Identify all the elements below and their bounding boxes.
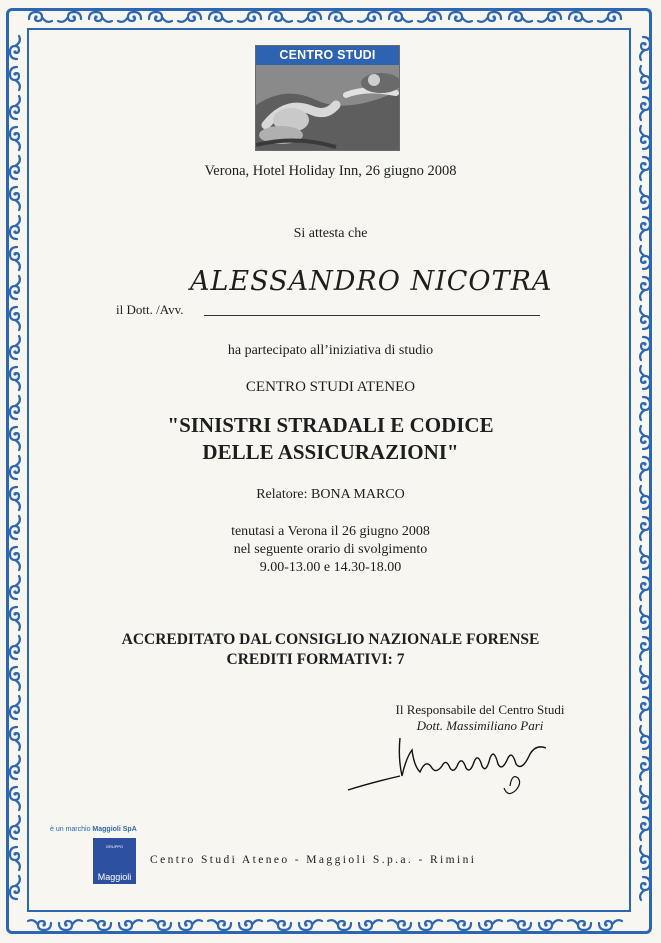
border-scroll-ornament: [508, 920, 531, 930]
border-scroll-ornament: [29, 12, 52, 22]
border-scroll-ornament: [89, 12, 112, 22]
border-scroll-ornament: [449, 12, 472, 22]
border-scroll-ornament: [10, 36, 20, 59]
border-scroll-ornament: [640, 726, 650, 749]
border-scroll-ornament: [640, 786, 650, 809]
course-title-line-1: "SINISTRI STRADALI E CODICE: [167, 413, 494, 437]
border-scroll-ornament: [389, 12, 412, 22]
logo-banner: CENTRO STUDI: [256, 46, 399, 65]
border-scroll-ornament: [388, 920, 411, 930]
border-scroll-ornament: [28, 920, 51, 930]
brand-notice: [50, 826, 137, 833]
handwritten-signature: [340, 728, 570, 798]
name-underline: [204, 315, 540, 316]
border-scroll-ornament: [640, 666, 650, 689]
brand-notice-name: Maggioli SpA: [92, 826, 137, 833]
border-scroll-ornament: [10, 127, 20, 150]
border-scroll-ornament: [179, 920, 202, 930]
border-scroll-ornament: [640, 757, 650, 780]
course-title-line-2: DELLE ASSICURAZIONI": [202, 440, 459, 464]
border-scroll-ornament: [178, 12, 201, 22]
border-scroll-ornament: [58, 12, 81, 22]
organizer-name: CENTRO STUDI ATENEO: [245, 379, 416, 395]
border-scroll-ornament: [328, 920, 351, 930]
border-scroll-ornament: [299, 920, 322, 930]
border-scroll-ornament: [10, 607, 20, 630]
border-scroll-ornament: [539, 920, 562, 930]
attesta-text: Si attesta che: [293, 226, 368, 241]
border-scroll-ornament: [10, 756, 20, 779]
border-scroll-ornament: [208, 920, 231, 930]
signatory-role: Il Responsabile del Centro Studi: [395, 702, 565, 717]
border-scroll-ornament: [448, 920, 471, 930]
border-scroll-ornament: [640, 846, 650, 869]
border-scroll-ornament: [238, 12, 261, 22]
signatory-name: Dott. Massimiliano Pari: [416, 718, 544, 733]
border-scroll-ornament: [640, 577, 650, 600]
border-scroll-ornament: [148, 920, 171, 930]
border-scroll-ornament: [10, 67, 20, 90]
border-scroll-ornament: [10, 187, 20, 210]
place-date: Verona, Hotel Holiday Inn, 26 giugno 2008: [204, 163, 457, 179]
participation-text: ha partecipato all’iniziativa di studio: [227, 343, 434, 358]
border-scroll-ornament: [10, 96, 20, 119]
event-date: tenutasi a Verona il 26 giugno 2008: [231, 524, 430, 539]
border-scroll-ornament: [10, 696, 20, 719]
border-scroll-ornament: [479, 920, 502, 930]
border-scroll-ornament: [478, 12, 501, 22]
border-scroll-ornament: [10, 276, 20, 299]
border-scroll-ornament: [118, 12, 141, 22]
border-scroll-ornament: [419, 920, 442, 930]
footer-text: Centro Studi Ateneo - Maggioli S.p.a. - Rimini: [150, 854, 477, 866]
border-scroll-ornament: [10, 847, 20, 870]
border-scroll-ornament: [640, 186, 650, 209]
border-scroll-ornament: [640, 817, 650, 840]
centro-studi-ateneo-logo: [255, 45, 400, 151]
schedule-hours: 9.00-13.00 e 14.30-18.00: [259, 560, 402, 575]
brand-notice-prefix: è un marchio: [50, 826, 91, 833]
border-scroll-ornament: [59, 920, 82, 930]
border-scroll-ornament: [640, 246, 650, 269]
maggioli-logo-name: Maggioli: [97, 872, 132, 882]
border-scroll-ornament: [640, 306, 650, 329]
schedule-label: nel seguente orario di svolgimento: [233, 542, 428, 557]
border-scroll-ornament: [88, 920, 111, 930]
maggioli-logo-group: GRUPPO: [105, 844, 124, 849]
border-scroll-ornament: [239, 920, 262, 930]
training-credits: CREDITI FORMATIVI: 7: [226, 651, 405, 668]
border-scroll-ornament: [640, 37, 650, 60]
border-scroll-ornament: [10, 307, 20, 330]
border-scroll-ornament: [119, 920, 142, 930]
border-scroll-ornament: [538, 12, 561, 22]
border-scroll-ornament: [10, 787, 20, 810]
creation-of-adam-image: [256, 65, 400, 151]
border-scroll-ornament: [640, 877, 650, 900]
border-scroll-ornament: [598, 12, 621, 22]
border-scroll-ornament: [359, 920, 382, 930]
border-scroll-ornament: [640, 606, 650, 629]
border-scroll-ornament: [268, 920, 291, 930]
border-scroll-ornament: [640, 697, 650, 720]
border-scroll-ornament: [358, 12, 381, 22]
border-scroll-ornament: [10, 667, 20, 690]
border-scroll-ornament: [509, 12, 532, 22]
border-scroll-ornament: [10, 876, 20, 899]
border-scroll-ornament: [10, 727, 20, 750]
border-scroll-ornament: [298, 12, 321, 22]
recipient-name: ALESSANDRO NICOTRA: [190, 266, 553, 297]
border-scroll-ornament: [599, 920, 622, 930]
border-scroll-ornament: [640, 126, 650, 149]
border-scroll-ornament: [209, 12, 232, 22]
accreditation: ACCREDITATO DAL CONSIGLIO NAZIONALE FORENSE: [121, 631, 540, 648]
border-scroll-ornament: [10, 576, 20, 599]
border-scroll-ornament: [329, 12, 352, 22]
maggioli-logo: [93, 838, 136, 884]
border-scroll-ornament: [269, 12, 292, 22]
border-scroll-ornament: [640, 66, 650, 89]
border-scroll-ornament: [640, 277, 650, 300]
border-scroll-ornament: [640, 97, 650, 120]
border-scroll-ornament: [569, 12, 592, 22]
speaker: Relatore: BONA MARCO: [256, 487, 405, 502]
border-scroll-ornament: [10, 247, 20, 270]
border-scroll-ornament: [568, 920, 591, 930]
border-scroll-ornament: [149, 12, 172, 22]
border-scroll-ornament: [418, 12, 441, 22]
border-scroll-ornament: [10, 816, 20, 839]
dott-label: il Dott. /Avv.: [116, 302, 184, 317]
